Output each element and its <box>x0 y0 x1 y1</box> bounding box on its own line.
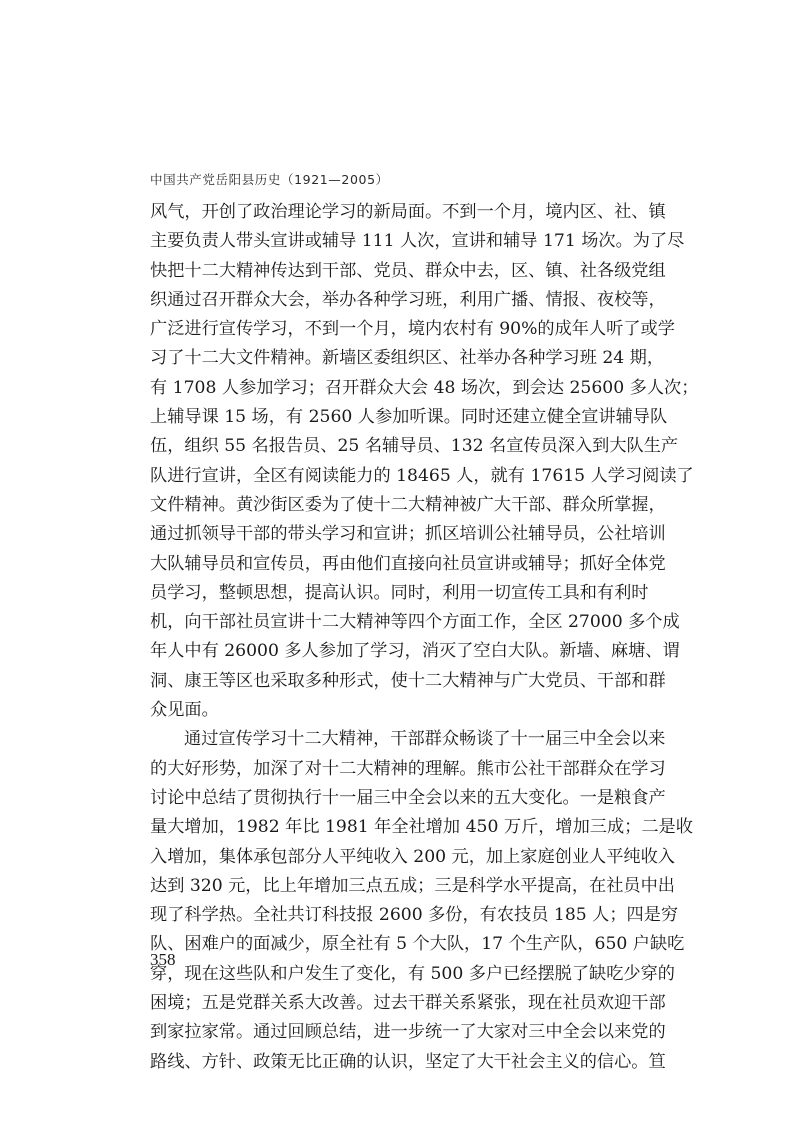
text-line: 快把十二大精神传达到干部、党员、群众中去，区、镇、社各级党组 <box>150 260 666 281</box>
text-line: 洞、康王等区也采取多种形式，使十二大精神与广大党员、干部和群 <box>150 670 666 691</box>
text-line: 的大好形势，加深了对十二大精神的理解。熊市公社干部群众在学习 <box>150 758 666 779</box>
text-line: 机，向干部社员宣讲十二大精神等四个方面工作，全区 27000 多个成 <box>150 612 680 633</box>
text-line: 伍，组织 55 名报告员、25 名辅导员、132 名宣传员深入到大队生产 <box>150 436 679 457</box>
text-line: 员学习，整顿思想，提高认识。同时，利用一切宣传工具和有利时 <box>150 582 649 603</box>
text-line: 穿，现在这些队和户发生了变化，有 500 多户已经摆脱了缺吃少穿的 <box>150 963 675 984</box>
text-line: 量大增加，1982 年比 1981 年全社增加 450 万斤，增加三成；二是收 <box>150 817 693 838</box>
paragraph-first-line: 通过宣传学习十二大精神，干部群众畅谈了十一届三中全会以来 <box>184 729 666 750</box>
text-line: 讨论中总结了贯彻执行十一届三中全会以来的五大变化。一是粮食产 <box>150 787 666 808</box>
text-line: 有 1708 人参加学习；召开群众大会 48 场次，到会达 25600 多人次； <box>150 377 699 398</box>
text-line: 通过抓领导干部的带头学习和宣讲；抓区培训公社辅导员，公社培训 <box>150 524 666 545</box>
text-line: 年人中有 26000 多人参加了学习，消灭了空白大队。新墙、麻塘、谓 <box>150 641 680 662</box>
text-line: 广泛进行宣传学习，不到一个月，境内农村有 90%的成年人听了或学 <box>150 319 675 340</box>
text-line: 文件精神。黄沙街区委为了使十二大精神被广大干部、群众所掌握， <box>150 494 666 515</box>
text-line: 习了十二大文件精神。新墙区委组织区、社举办各种学习班 24 期， <box>150 348 665 369</box>
page-number: 358 <box>150 950 176 969</box>
text-line: 队、困难户的面减少，原全社有 5 个大队，17 个生产队，650 户缺吃 <box>150 934 685 955</box>
text-line: 现了科学热。全社共订科技报 2600 多份，有农技员 185 人；四是穷 <box>150 905 679 926</box>
text-line: 困境；五是党群关系大改善。过去干群关系紧张，现在社员欢迎干部 <box>150 993 666 1014</box>
text-line: 路线、方针、政策无比正确的认识，坚定了大干社会主义的信心。笪 <box>150 1051 666 1072</box>
text-line: 入增加，集体承包部分人平纯收入 200 元，加上家庭创业人平纯收入 <box>150 846 675 867</box>
text-line: 风气，开创了政治理论学习的新局面。不到一个月，境内区、社、镇 <box>150 202 666 222</box>
running-header: 中国共产党岳阳县历史（1921—2005） <box>150 172 389 187</box>
text-line: 队进行宣讲，全区有阅读能力的 18465 人，就有 17615 人学习阅读了 <box>150 465 694 486</box>
body-text <box>150 198 699 1077</box>
text-line: 上辅导课 15 场，有 2560 人参加听课。同时还建立健全宣讲辅导队 <box>150 407 668 428</box>
text-line: 到家拉家常。通过回顾总结，进一步统一了大家对三中全会以来党的 <box>150 1022 666 1043</box>
text-line: 达到 320 元，比上年增加三点五成；三是科学水平提高，在社员中出 <box>150 875 675 896</box>
text-line: 织通过召开群众大会，举办各种学习班，利用广播、情报、夜校等， <box>150 289 666 310</box>
text-line: 主要负责人带头宣讲或辅导 111 人次，宣讲和辅导 171 场次。为了尽 <box>150 231 685 252</box>
text-line: 大队辅导员和宣传员，再由他们直接向社员宣讲或辅导；抓好全体党 <box>150 553 666 574</box>
text-line: 众见面。 <box>150 700 219 721</box>
